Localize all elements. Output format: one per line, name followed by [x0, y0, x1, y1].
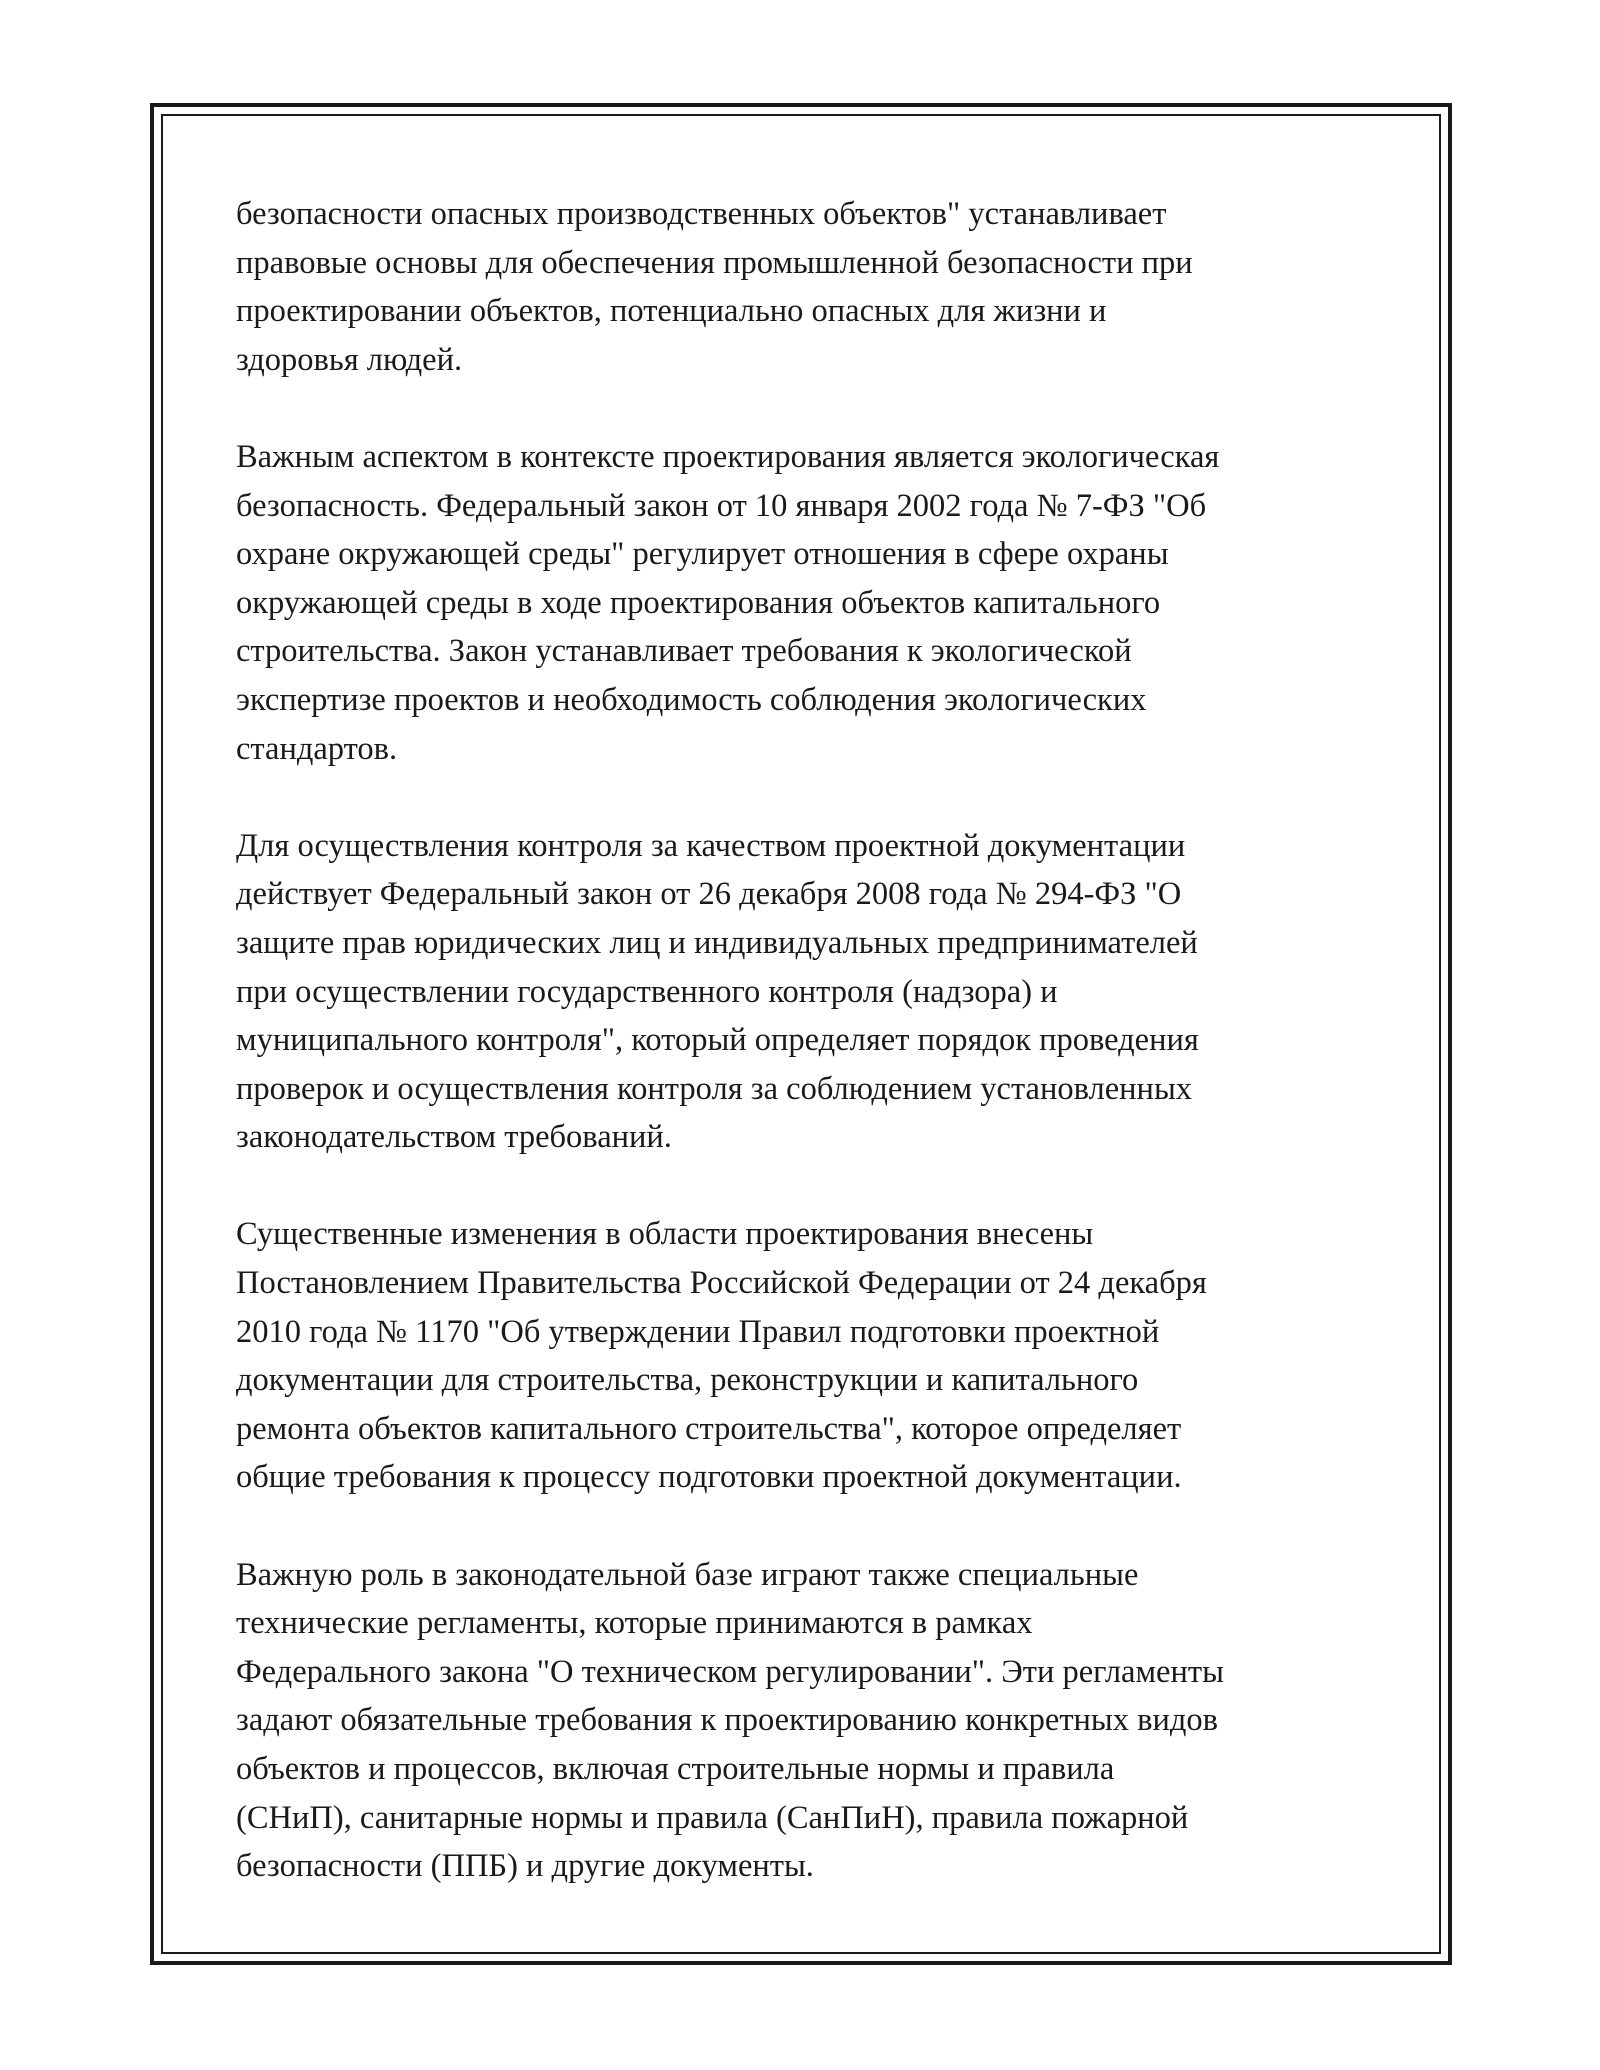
text-line: Существенные изменения в области проектирования внесены: [236, 1216, 1094, 1253]
text-line: (СНиП), санитарные нормы и правила (СанПиН), правила пожарной: [236, 1799, 1189, 1836]
text-line: безопасности опасных производственных объектов" устанавливает: [236, 196, 1167, 232]
text-line: окружающей среды в ходе проектирования объектов капитального: [236, 584, 1161, 621]
text-line: стандартов.: [236, 730, 398, 767]
text-line: строительства. Закон устанавливает требования к экологической: [236, 633, 1132, 670]
text-line: объектов и процессов, включая строительные нормы и правила: [236, 1751, 1115, 1787]
text-line: защите прав юридических лиц и индивидуальных предпринимателей: [236, 924, 1198, 961]
text-line: задают обязательные требования к проектированию конкретных видов: [236, 1702, 1218, 1739]
text-line: Федерального закона "О техническом регулировании". Эти регламенты: [236, 1653, 1224, 1690]
text-line: законодательством требований.: [236, 1119, 672, 1156]
text-line: Постановлением Правительства Российской Федерации от 24 декабря: [236, 1265, 1207, 1302]
text-line: Важным аспектом в контексте проектирования является экологическая: [236, 438, 1220, 475]
document-body: [236, 190, 1366, 1891]
text-line: правовые основы для обеспечения промышленной безопасности при: [236, 244, 1193, 281]
text-line: 2010 года № 1170 "Об утверждении Правил подготовки проектной: [236, 1313, 1160, 1350]
text-line: при осуществлении государственного контроля (надзора) и: [236, 973, 1058, 1010]
paragraph-quality-control: [236, 822, 1366, 1162]
text-line: экспертизе проектов и необходимость соблюдения экологических: [236, 681, 1147, 718]
paragraph-environmental-safety: [236, 433, 1366, 773]
text-line: технические регламенты, которые принимаются в рамках: [236, 1605, 1033, 1642]
paragraph-government-resolution: [236, 1210, 1366, 1502]
text-line: общие требования к процессу подготовки проектной документации.: [236, 1459, 1182, 1496]
paragraph-industrial-safety: [236, 190, 1366, 384]
text-line: документации для строительства, реконструкции и капитального: [236, 1362, 1139, 1399]
text-line: ремонта объектов капитального строительства", которое определяет: [236, 1410, 1182, 1447]
text-line: безопасности (ППБ) и другие документы.: [236, 1848, 814, 1885]
text-line: муниципального контроля", который определяет порядок проведения: [236, 1022, 1199, 1059]
paragraph-technical-regulations: [236, 1551, 1366, 1891]
text-line: действует Федеральный закон от 26 декабря 2008 года № 294-ФЗ "О: [236, 876, 1182, 913]
text-line: безопасность. Федеральный закон от 10 января 2002 года № 7-ФЗ "Об: [236, 487, 1207, 524]
text-line: Важную роль в законодательной базе играют также специальные: [236, 1556, 1139, 1593]
text-line: проектировании объектов, потенциально опасных для жизни и: [236, 293, 1107, 330]
text-line: проверок и осуществления контроля за соблюдением установленных: [236, 1070, 1193, 1107]
text-line: охране окружающей среды" регулирует отношения в сфере охраны: [236, 536, 1169, 573]
text-line: Для осуществления контроля за качеством проектной документации: [236, 827, 1186, 864]
text-line: здоровья людей.: [236, 341, 463, 378]
